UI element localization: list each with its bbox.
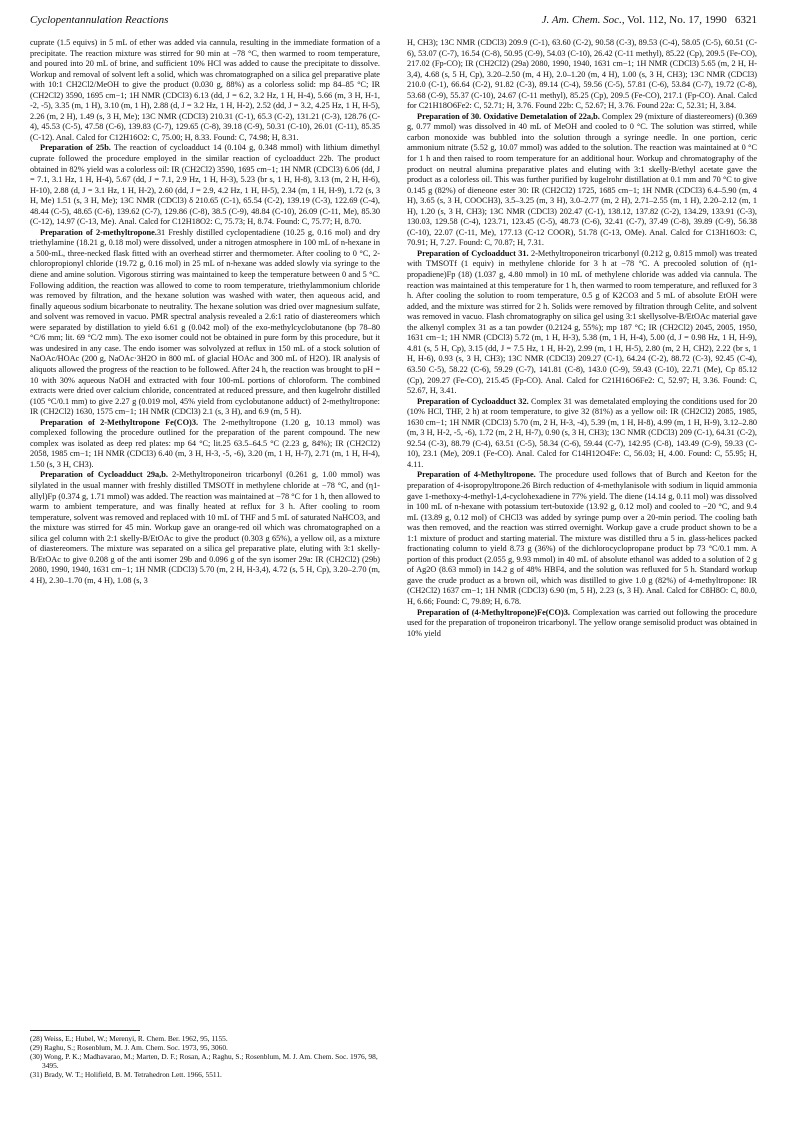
paragraph-text: Complexation was carried out following the procedure used for the preparation of troponeiron tricarbonyl. The yellow orange semisolid product was obtained in 10% yield <box>407 607 757 638</box>
paragraph-text: The reaction of cycloadduct 14 (0.104 g, 0.348 mmol) with lithium dimethyl cuprate followed the procedure employed in the similar reaction of cycloadduct 22b. The product obtained in 82% yield was a colorless oil: IR (CH2Cl2) 3590, 1695 cm−1; 1H NMR (CDCl3) 6.06 (dd, J = 7.1, 3.1 Hz, 1 H, H-4), 5.67 (dd, J = 7.1, 2.9 Hz, 1 H, H-3), 5.23 (br s, 1 H, H-8), 3.13 (m, 2 H, H-6), H-10), 2.88 (d, J = 3.1 Hz, 1 H, H-2), 2.60 (dd, J = 2.9, 4.2 Hz, 1 H, H-5), 2.34 (m, 1 H, H-9), 1.72 (s, 3 H, Me) 1.51 (s, 3 H, Me); 13C NMR (CDCl3) δ 210.65 (C-1), 65.54 (C-2), 139.19 (C-3), 122.69 (C-4), 48.44 (C-5), 48.65 (C-6), 139.62 (C-7), 129.86 (C-8), 38.5 (C-9), 48.84 (C-10), 26.09 (C-11, Me), 85.30 (C-12), 14.97 (C-13, Me). Anal. Calcd for C12H18O2: C, 75.73; H, 8.74. Found: C, 75.77; H, 8.70. <box>30 143 380 227</box>
paragraph <box>30 143 380 227</box>
paragraph-heading: Preparation of 25b. <box>40 143 111 153</box>
paragraph-text: The 2-methyltropone (1.20 g, 10.13 mmol) was complexed following the procedure outlined for the preparation of the parent compound. The new complex was isolated as deep red plates: mp 64 °C; lit.25 63.5–64.5 °C (2.23 g, 84%); IR (CH2Cl2) 2058, 1985 cm−1; 1H NMR (CDCl3) 6.40 (m, 3 H, H-3, -5, -6), 3.20 (m, 1 H, H-7), 2.71 (m, 1 H, H-4), 1.50 (s, 3 H, CH3). <box>30 417 381 469</box>
paragraph <box>30 228 380 418</box>
paragraph <box>407 38 757 112</box>
paragraph <box>407 470 757 607</box>
running-title: Cyclopentannulation Reactions <box>30 14 169 26</box>
paragraph <box>407 608 757 640</box>
paragraph <box>30 38 380 143</box>
page-number: 6321 <box>735 14 757 26</box>
paragraph <box>30 470 380 586</box>
right-column <box>407 38 757 1118</box>
journal-name: J. Am. Chem. Soc. <box>541 14 622 26</box>
running-header <box>30 14 757 30</box>
reference-item: (30) Wong, P. K.; Madhavarao, M.; Marten, D. F.; Rosan, A.; Raghu, S.; Rosenblum, M. J. Am. Chem. Soc. 1976, 98, 3495. <box>30 1052 378 1070</box>
paragraph-text: Complex 29 (mixture of diastereomers) (0.369 g, 0.77 mmol) was dissolved in 40 mL of MeOH and cooled to 0 °C. The solution was stirred, while carbon monoxide was bubbled into the solution through a syringe needle. In one portion, ceric ammonium nitrate (5.52 g, 10.07 mmol) was added to the solution. The reaction was maintained at 0 °C for 1 h and then raised to room temperature for an additional hour. Workup and chromatography of the product on neutral alumina preparative plates and eluting with 3:1 skelly-B/ethyl acetate gave the product as a colorless oil. This was further purified by kugelrohr distillation at 0.1 mm and 70 °C to give 0.145 g (82%) of dieneone ester 30: IR (CH2Cl2) 1725, 1685 cm−1; 1H NMR (CDCl3) 6.4–5.90 (m, 4 H), 3.65 (s, 3 H, COOCH3), 3.5–3.25 (m, 3 H), 3.0–2.77 (m, 2 H), 2.71–2.55 (m, 1 H), 2.20–2.12 (m, 1 H), 1.20 (s, 3 H, CH3); 13C NMR (CDCl3) 202.47 (C-1), 138.12, 137.82 (C-2), 134.29, 133.91 (C-3), 130.03, 129.58 (C-4), 123.71, 123.45 (C-5), 48.73 (C-6), 32.41 (C-7), 37.49 (C-8), 39.89 (C-9), 56.38 (C-10), 22.07 (C-11, Me), 177.13 (C-12 COOR), 51.78 (C-13, OMe). Anal. Calcd for C13H16O3: C, 70.91; H, 7.27. Found: C, 70.87; H, 7.31. <box>407 111 758 248</box>
paragraph-text: 31 Freshly distilled cyclopentadiene (10.25 g, 0.16 mol) and dry triethylamine (18.21 g, 0.18 mol) were dissolved, under a nitrogen atmosphere in 100 mL of n-hexane in a 500-mL, three-necked flask fitted with an overhead stirrer and thermometer. After cooling to 0 °C, 2-chloropropionyl chloride (19.72 g, 0.16 mol) in 25 mL of n-hexane was added slowly via syringe to the diene and amine solution. Vigorous stirring was maintained to keep the temperature between 0 and 5 °C. Following addition, the reaction was allowed to come to room temperature, triethylammonium chloride was removed by filtration, and the hexane solution was washed with water, then aqueous acid, and finally aqueous sodium bicarbonate to neutrality. The hexane solution was dried over magnesium sulfate, and solvent was removed in vacuo. PMR spectral analysis revealed a 2.6:1 ratio of diastereomers which were separated by distillation to yield 6.61 g (0.042 mol) of the exo-methylcyclobutanone (bp 78–80 °C/6 mm; lit. 69 °C/2 mm). The exo isomer could not be obtained in pure form by this procedure, but it was undesired in any case. The endo isomer was solvolyzed at reflux in 150 mL of a stock solution of NaOAc/HOAc (200 g, NaOAc·3H2O in 800 mL of glacial HOAc and 300 mL of H2O). IR analysis of aliquots allowed the progress of the reaction to be followed. After 24 h, the reaction was brought to pH = 10 with 30% aqueous NaOH and extracted with four 100-mL portions of chloroform. The combined extracts were dried over calcium chloride, concentrated at reduced pressure, and then kugelrohr distilled (105 °C/0.1 mm) to give 2.27 g (0.019 mol, 45% yield from cyclobutanone adduct) of 2-methyltropone: IR (CH2Cl2) 1630, 1575 cm−1; 1H NMR (CDCl3) 2.1 (s, 3 H), and 6.9 (m, 5 H). <box>30 227 380 417</box>
paragraph-text: 2-Methyltroponeiron tricarbonyl (0.261 g, 1.00 mmol) was silylated in the usual manner with freshly distilled TMSOTf in methylene chloride at −78 °C, and (η1-allyl)Fp (0.374 g, 1.71 mmol) was added. The reaction was maintained at −78 °C for 1 h, then allowed to warm to ambient temperature, and was finally heated at reflux for 3 h. After cooling to room temperature, solvent was removed and replaced with 10 mL of THF and 5 mL of saturated NaHCO3, and the mixture was stirred for 45 min. Workup gave an orange-red oil which was chromatographed on a silica gel column with 2:1 skelly-B/EtOAc to give the product (0.303 g 65%), a yellow oil, as a mixture of diastereomers. The mixture was separated on a silica gel preparative plate, eluting with 3:1 skelly-B/EtOAc to give 0.208 g of the anti isomer 29b and 0.096 g of the syn isomer 29a: IR (CH2Cl2) (29b) 2080, 1990, 1940, 1631 cm−1; 1H NMR (CDCl3) 5.70 (m, 2 H, H-3,4), 4.72 (s, 5 H, Cp), 3.20–2.70 (m, 4 H), 2.30–1.70 (m, 4 H), 1.08 (s, 3 <box>30 470 381 585</box>
paragraph-text: The procedure used follows that of Burch and Keeton for the preparation of 4-isopropyltropone.26 Birch reduction of 4-methylanisole with sodium in liquid ammonia gave 1-methoxy-4-methyl-1,4-cyclohexadiene in 77% yield. The diene (14.14 g, 0.11 mol) was dissolved in 100 mL of n-hexane with potassium tert-butoxide (13.92 g, 0.12 mol) and cooled to −20 °C, and 9.4 mL (13.89 g, 0.12 mol) of CHCl3 was added by syringe pump over a 20-min period. The cooling bath was then removed, and the reaction was stirred overnight. Workup gave a crude product shown to be a 1:1 mixture of product and starting material. The mixture was distilled thru a 5 in. glass-helices packed fractionating column to yield 8.73 g (36%) of the dichlorocyclopropane product bp 73 °C/0.1 mm. A portion of this product (2.055 g, 9.93 mmol) in 40 mL of absolute ethanol was added to a solution of 2 g of Ag2O (8.63 mmol) in 14.2 g of 48% HBF4, and the solution was refluxed for 5 h. Standard workup gave the crude product as a brown oil, which was distilled to give 1.0 g (82%) of 4-methyltropone: IR (CH2Cl2) 1637 cm−1; 1H NMR (CDCl3) 6.90 (m, 5 H), 2.23 (s, 3 H). Anal. Calcd for C8H8O: C, 80.0, H, 6.66; Found: C, 79.89; H, 6.78. <box>407 470 757 606</box>
paragraph <box>407 397 757 471</box>
footnote-divider <box>30 1030 140 1031</box>
reference-item: (29) Raghu, S.; Rosenblum, M. J. Am. Chem. Soc. 1973, 95, 3060. <box>30 1043 228 1052</box>
paragraph-heading: Preparation of 2-methyltropone. <box>40 227 157 237</box>
paragraph-text: 2-Methyltroponeiron tricarbonyl (0.212 g, 0.815 mmol) was treated with TMSOTf (1 equiv) in methylene chloride for 3 h at −78 °C. A precooled solution of (η1-propadiene)Fp (18) (1.037 g, 4.80 mmol) in 10 mL of methylene chloride was added via cannula. The reaction was maintained at this temperature for 1 h, then warmed to room temperature, and refluxed for 3 h. After cooling the solution to room temperature, 0.5 g of K2CO3 and 5 mL of absolute EtOH were added, and the mixture was stirred for 2 h. Solids were removed by filtration through Celite, and solvent was removed in vacuo. Flash chromatography on silica gel using 3:1 skellysolve-B/EtOAc material gave the alkenyl complex 31 as a tan powder (0.2124 g, 55%); mp 187 °C; IR (CH2Cl2) 2045, 2005, 1950, 1631 cm−1; 1H NMR (CDCl3) 5.72 (m, 1 H, H-3), 5.38 (m, 1 H, H-4), 5.00 (d, J = 0.98 Hz, 1 H, H-9), 4.81 (s, 5 H, Cp), 3.15 (dd, J = 7.5 Hz, 1 H, H-2), 2.99 (m, 1 H, H-5), 2.80 (m, 2 H, CH2), 2.22 (br s, 1 H, H-6), 0.93 (s, 3 H, CH3); 13C NMR (CDCl3) 209.27 (C-1), 64.24 (C-2), 88.72 (C-3), 92.45 (C-4), 63.50 C-5), 58.22 (C-6), 59.29 (C-7), 141.81 (C-8), 143.0 (C-9), 59.43 (C-10), 22.71 (Me), Cp 85.12 (Cp), 209.27 (Fe-CO), 215.45 (Fp-CO). Anal. Calcd for C21H16O6Fe2: C, 52.97; H, 3.36. Found: C, 52.67, H, 3.41. <box>407 248 757 396</box>
left-column <box>30 38 380 1108</box>
paragraph-heading: Preparation of (4-Methyltropone)Fe(CO)3. <box>417 607 570 617</box>
paragraph-heading: Preparation of 4-Methyltropone. <box>417 470 536 480</box>
paragraph <box>407 112 757 249</box>
journal-citation <box>542 14 757 26</box>
paragraph <box>30 418 380 471</box>
reference-item: (28) Weiss, E.; Hubel, W.; Merenyi, R. Chem. Ber. 1962, 95, 1155. <box>30 1034 228 1043</box>
paragraph-heading: Preparation of 2-Methyltropone Fe(CO)3. <box>40 417 199 427</box>
paragraph <box>407 249 757 397</box>
paragraph-heading: Preparation of Cycloadduct 29a,b. <box>40 470 168 480</box>
paragraph-text: Complex 31 was demetalated employing the conditions used for 20 (10% HCl, THF, 2 h) at room temperature, to give 32 (81%) as a yellow oil: IR (CH2Cl2) 2085, 1985, 1630 cm−1; 1H NMR (CDCl3) 5.70 (m, 2 H, H-3, -4), 5.39 (m, 1 H, H-8), 4.99 (m, 1 H, H-9), 3.12–2.80 (m, 3 H, H-2, -5, -6), 1.72 (m, 2 H, H-7), 0.90 (s, 3 H, CH3); 13C NMR (CDCl3) 209 (C-1), 64.31 (C-2), 92.54 (C-3), 88.79 (C-4), 63.51 (C-5), 58.34 (C-6), 59.44 (C-7), 142.95 (C-8), 143.49 (C-9), 59.33 (C-10), 23.1 (Me), 209.1 (Fe-CO). Anal. Calcd for C14H12O4Fe: C, 56.03; H, 4.00. Found: C, 55.95; H, 4.11. <box>407 396 757 469</box>
volume-issue: , Vol. 112, No. 17, 1990 <box>621 14 727 26</box>
paragraph-heading: Preparation of 30. Oxidative Demetalation of 22a,b. <box>417 111 600 121</box>
paragraph-text: H, CH3); 13C NMR (CDCl3) 209.9 (C-1), 63.60 (C-2), 90.58 (C-3), 89.53 (C-4), 58.05 (C-5), 60.51 (C-6), 53.07 (C-7), 16.54 (C-8), 50.95 (C-9), 54.03 (C-10), 26.42 (C-11 methyl), 85.22 (Cp), 209.5 (Fe-CO), 217.02 (Fp-CO); IR (CH2Cl2) (29a) 2080, 1990, 1940, 1631 cm−1; 1H NMR (CDCl3) 5.65 (m, 2 H, H-3,4), 4.68 (s, 5 H, Cp), 3.20–2.50 (m, 4 H), 2.0–1.20 (m, 4 H), 1.00 (s, 3 H, CH3); 13C NMR (CDCl3) 210.0 (C-1), 66.64 (C-2), 91.82 (C-3), 89.14 (C-4), 59.56 (C-5), 57.81 (C-6), 53.84 (C-7), 19.72 (C-8), 53.68 (C-9), 55.37 (C-10), 24.67 (C-11 methyl), 85.25 (Cp), 209.5 (Fe-CO), 217.1 (Fp-CO). Anal. Calcd for C21H18O6Fe2: C, 52.71; H, 3.76. Found 22b: C, 52.67; H, 3.76. Found 22a: C, 52.31; H, 3.84. <box>407 38 757 111</box>
paragraph-heading: Preparation of Cycloadduct 32. <box>417 396 529 406</box>
paragraph-text: cuprate (1.5 equivs) in 5 mL of ether was added via cannula, resulting in the immediate formation of a precipitate. The reaction mixture was stirred for 90 min at −78 °C, then warmed to room temperature, and poured into 20 mL of brine, and sufficient 10% HCl was added to cause the precipitate to dissolve. Workup and removal of solvent left a solid, which was chromatographed on a silica gel preparative plate with 10:1 CH2Cl2/MeOH to give the product (0.030 g, 88%) as a colorless solid: mp 84–85 °C; IR (CH2Cl2) 3590, 1695 cm−1; 1H NMR (CDCl3) 6.13 (dd, J = 6.2, 3.2 Hz, 1 H, H-4), 5.66 (m, 3 H, H-1, -2, -5), 3.35 (m, 1 H), 3.10 (m, 1 H), 2.88 (d, J = 3.2 Hz, 1 H, H-2), 2.52 (dd, J = 3.2, 4.25 Hz, 1 H, H-5), 2.26 (m, 2 H), 1.49 (s, 3 H, Me); 13C NMR (CDCl3) 210.31 (C-1), 65.3 (C-2), 131.21 (C-3), 128.76 (C-4), 45.53 (C-5), 47.58 (C-6), 139.83 (C-7), 129.65 (C-8), 39.18 (C-9), 50.31 (C-10), 26.01 (C-11), 85.35 (C-12). Anal. Calcd for C12H16O2: C, 75.00; H, 8.33. Found: C, 74.98; H, 8.31. <box>30 38 380 142</box>
paragraph-heading: Preparation of Cycloadduct 31. <box>417 248 529 258</box>
references <box>30 1030 380 1079</box>
reference-item: (31) Brady, W. T.; Holifield, B. M. Tetrahedron Lett. 1966, 5511. <box>30 1070 222 1079</box>
